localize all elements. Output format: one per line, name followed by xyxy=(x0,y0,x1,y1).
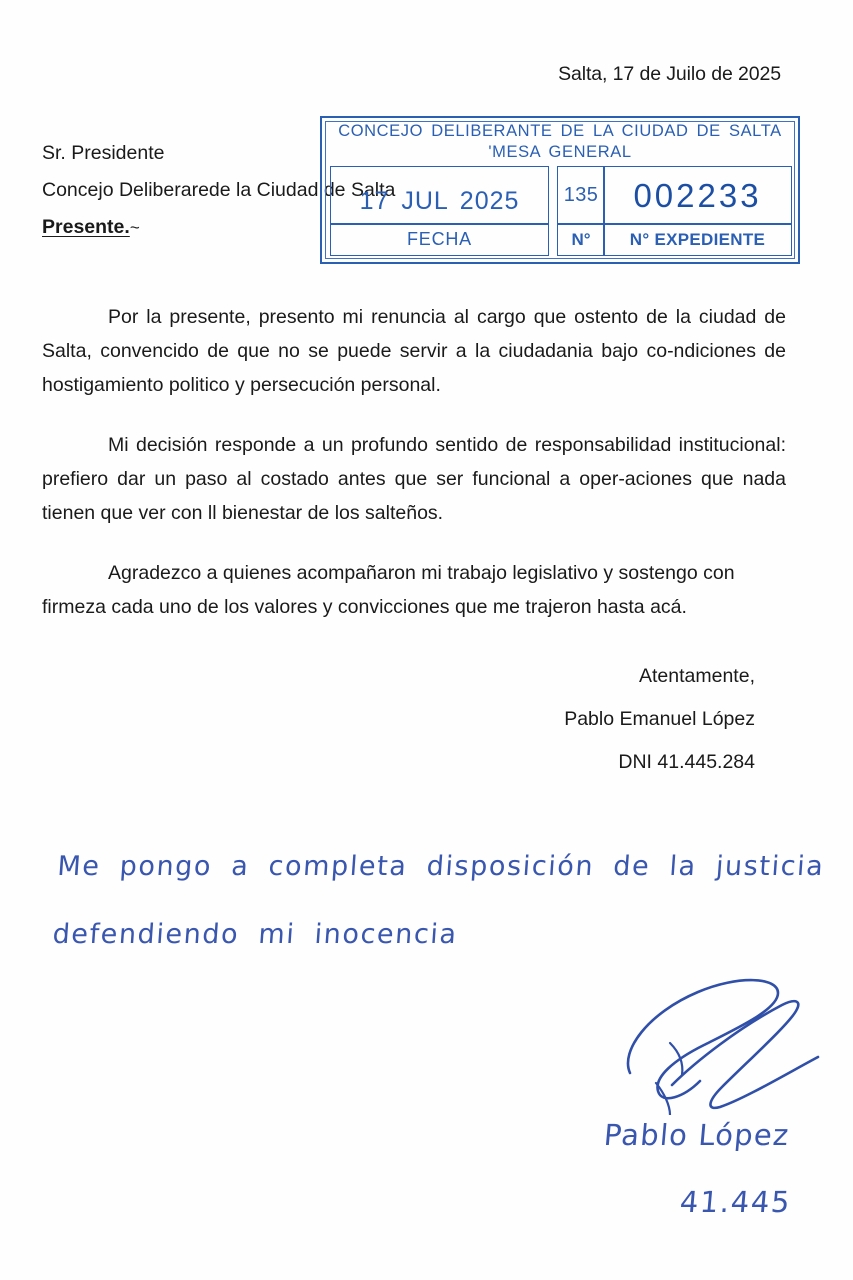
letter-body xyxy=(42,300,786,650)
paragraph-3 xyxy=(42,556,786,624)
signer-name: Pablo Emanuel López xyxy=(564,708,755,730)
stamp-date-value: 17 JUL 2025 xyxy=(330,166,549,225)
signature-icon xyxy=(612,965,852,1115)
stamp-number-value: 135 xyxy=(557,166,605,225)
paragraph-2-text: Mi decisión responde a un profundo sentido de responsabilidad institucional: prefiero dar un paso al costado antes que ser funcional a oper-aciones que nada tienen que ver con ll bienestar de los salteños. xyxy=(42,434,786,524)
stamp-title: CONCEJO DELIBERANTE DE LA CIUDAD DE SALTA xyxy=(338,122,782,140)
addressee-line-president: Sr. Presidente xyxy=(42,142,165,164)
reception-stamp xyxy=(320,116,800,264)
closing-salutation: Atentamente, xyxy=(639,665,755,687)
handwritten-note xyxy=(50,833,830,969)
stamp-subtitle: 'MESA GENERAL xyxy=(488,143,632,161)
handwritten-note-line-2: defendiendo mi inocencia xyxy=(51,919,459,950)
stamp-expediente-value: 002233 xyxy=(603,166,792,225)
date-line: Salta, 17 de Juilo de 2025 xyxy=(558,63,781,85)
stamp-expediente-label: N° EXPEDIENTE xyxy=(603,223,792,256)
addressee-line-institution: Concejo Deliberarede la Ciudad de Salta xyxy=(42,179,396,201)
signer-dni: DNI 41.445.284 xyxy=(618,751,755,773)
presente-text: Presente. xyxy=(42,216,130,238)
handwritten-note-line-1: Me pongo a completa disposición de la justicia xyxy=(56,851,826,882)
paragraph-1-text: Por la presente, presento mi renuncia al cargo que ostento de la ciudad de Salta, convencido de que no se puede servir a la ciudadania bajo co-ndiciones de hostigamiento politico y persecución personal. xyxy=(42,306,786,396)
presente-tilde: ~ xyxy=(129,218,140,237)
paragraph-2 xyxy=(42,428,786,530)
handwritten-signature-number: 41.445 xyxy=(678,1185,793,1219)
paragraph-1 xyxy=(42,300,786,402)
closing-block xyxy=(564,655,755,784)
handwritten-signature-name: Pablo López xyxy=(602,1118,791,1152)
stamp-grid xyxy=(330,166,792,256)
paragraph-3-text: Agradezco a quienes acompañaron mi trabajo legislativo y sostengo con firmeza cada uno de los valores y convicciones que me trajeron hasta acá. xyxy=(42,562,735,618)
stamp-number-label: N° xyxy=(557,223,605,256)
stamp-date-label: FECHA xyxy=(330,223,549,256)
